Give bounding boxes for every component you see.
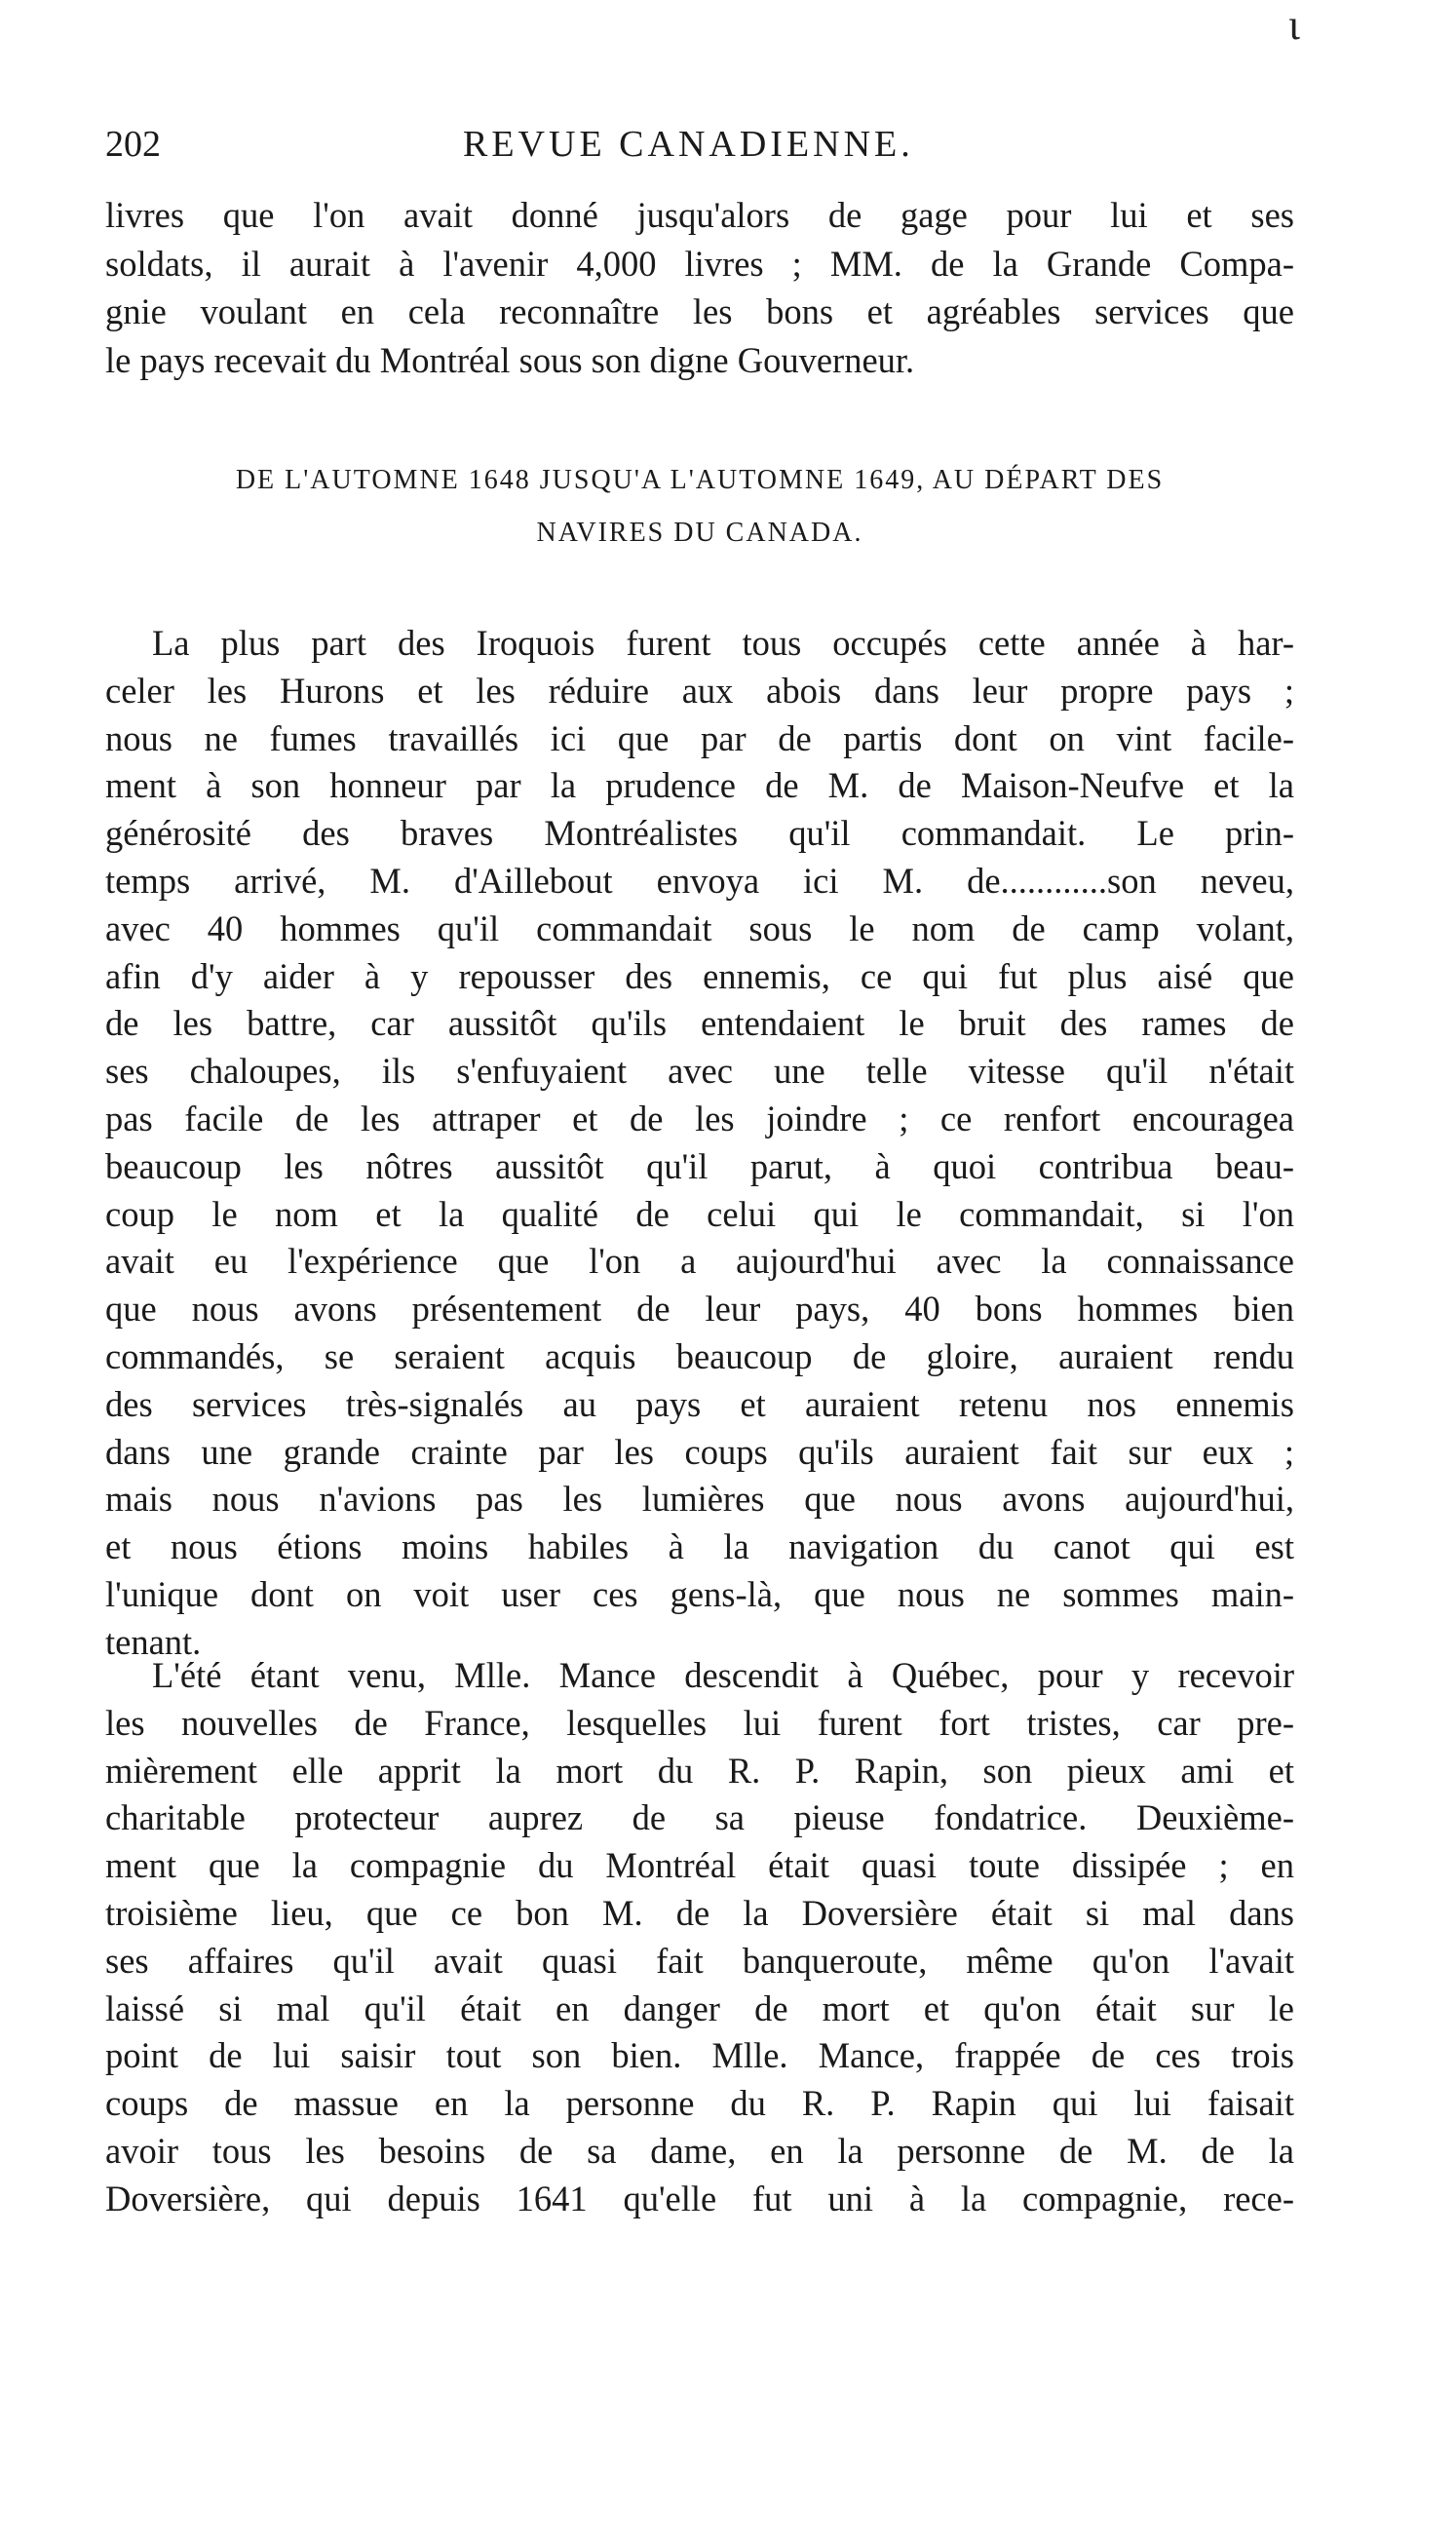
section-heading-line-1: DE L'AUTOMNE 1648 JUSQU'A L'AUTOMNE 1649, AU DÉPART DES: [235, 465, 1165, 495]
text-line: que nous avons présentement de leur pays, 40 bons hommes bien: [105, 1289, 1294, 1330]
text-line: mais nous n'avions pas les lumières que nous avons aujourd'hui,: [105, 1479, 1294, 1520]
text-line: soldats, il aurait à l'avenir 4,000 livres ; MM. de la Grande Compa-: [105, 243, 1294, 284]
text-line: le pays recevait du Montréal sous son digne Gouverneur.: [105, 339, 915, 380]
text-line: et nous étions moins habiles à la navigation du canot qui est: [105, 1526, 1294, 1567]
text-line: générosité des braves Montréalistes qu'il commandait. Le prin-: [105, 813, 1294, 854]
text-line: temps arrivé, M. d'Aillebout envoya ici M. de............son neveu,: [105, 860, 1294, 901]
text-line: de les battre, car aussitôt qu'ils entendaient le bruit des rames de: [105, 1003, 1294, 1044]
page-number: 202: [105, 124, 161, 165]
text-line: celer les Hurons et les réduire aux abois dans leur propre pays ;: [105, 670, 1294, 711]
text-line: ses affaires qu'il avait quasi fait banqueroute, même qu'on l'avait: [105, 1940, 1294, 1981]
text-line: L'été étant venu, Mlle. Mance descendit à Québec, pour y recevoir: [152, 1655, 1294, 1695]
text-line: La plus part des Iroquois furent tous occupés cette année à har-: [152, 623, 1294, 663]
text-line: ses chaloupes, ils s'enfuyaient avec une telle vitesse qu'il n'était: [105, 1051, 1294, 1092]
paragraph-ete: [105, 1652, 1294, 2223]
section-heading: [105, 454, 1294, 559]
text-line: Doversière, qui depuis 1641 qu'elle fut uni à la compagnie, rece-: [105, 2178, 1294, 2218]
text-line: laissé si mal qu'il était en danger de mort et qu'on était sur le: [105, 1987, 1294, 2028]
text-line: dans une grande crainte par les coups qu'ils auraient fait sur eux ;: [105, 1431, 1294, 1472]
corner-ink-mark: ɩ: [1288, 1, 1300, 49]
text-line: afin d'y aider à y repousser des ennemis, ce qui fut plus aisé que: [105, 955, 1294, 996]
text-line: charitable protecteur auprez de sa pieuse fondatrice. Deuxième-: [105, 1797, 1294, 1838]
text-line: gnie voulant en cela reconnaître les bons et agréables services que: [105, 291, 1294, 332]
paragraph-iroquois: [105, 620, 1294, 1667]
text-line: avec 40 hommes qu'il commandait sous le nom de camp volant,: [105, 907, 1294, 948]
text-line: mièrement elle apprit la mort du R. P. Rapin, son pieux ami et: [105, 1750, 1294, 1791]
text-line: avoir tous les besoins de sa dame, en la personne de M. de la: [105, 2130, 1294, 2171]
running-header: [97, 115, 1296, 174]
text-line: avait eu l'expérience que l'on a aujourd'hui avec la connaissance: [105, 1241, 1294, 1282]
text-line: nous ne fumes travaillés ici que par de partis dont on vint facile-: [105, 717, 1294, 758]
text-line: tenant.: [105, 1621, 202, 1662]
text-line: ment que la compagnie du Montréal était quasi toute dissipée ; en: [105, 1845, 1294, 1886]
text-line: livres que l'on avait donné jusqu'alors de gage pour lui et ses: [105, 195, 1294, 235]
section-heading-line-2: NAVIRES DU CANADA.: [536, 518, 863, 548]
text-line: pas facile de les attraper et de les joindre ; ce renfort encouragea: [105, 1098, 1294, 1138]
text-line: des services très-signalés au pays et auraient retenu nos ennemis: [105, 1383, 1294, 1424]
journal-title: REVUE CANADIENNE.: [463, 124, 914, 165]
text-line: coup le nom et la qualité de celui qui le commandait, si l'on: [105, 1193, 1294, 1234]
text-line: point de lui saisir tout son bien. Mlle. Mance, frappée de ces trois: [105, 2035, 1294, 2076]
text-line: beaucoup les nôtres aussitôt qu'il parut, à quoi contribua beau-: [105, 1145, 1294, 1186]
text-line: ment à son honneur par la prudence de M. de Maison-Neufve et la: [105, 765, 1294, 806]
text-line: coups de massue en la personne du R. P. Rapin qui lui faisait: [105, 2083, 1294, 2124]
text-line: commandés, se seraient acquis beaucoup de gloire, auraient rendu: [105, 1335, 1294, 1376]
text-line: troisième lieu, que ce bon M. de la Doversière était si mal dans: [105, 1892, 1294, 1933]
continuation-paragraph: [105, 191, 1294, 384]
text-line: les nouvelles de France, lesquelles lui furent fort tristes, car pre-: [105, 1702, 1294, 1743]
text-line: l'unique dont on voit user ces gens-là, que nous ne sommes main-: [105, 1573, 1294, 1614]
